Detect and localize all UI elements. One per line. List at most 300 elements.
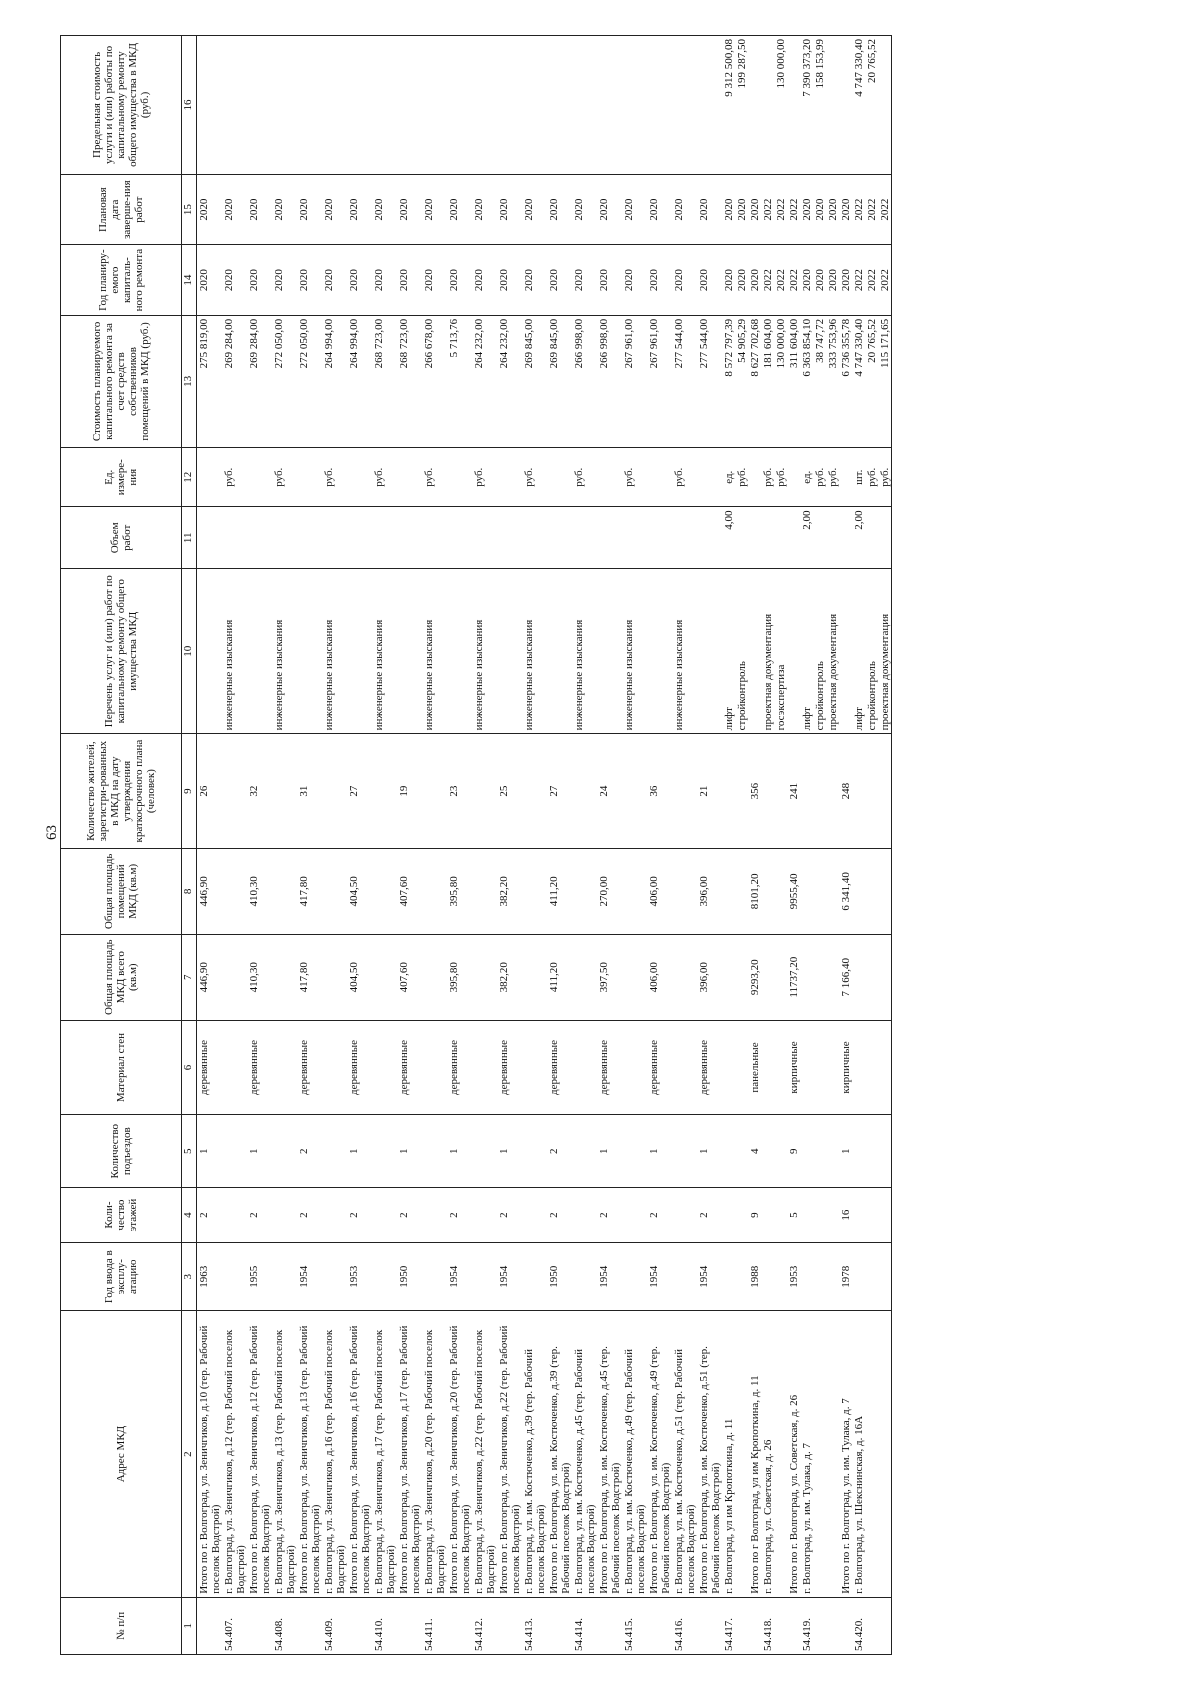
- table-cell: [774, 934, 787, 1020]
- table-cell: 1954: [597, 1243, 622, 1311]
- table-cell: 1954: [447, 1243, 472, 1311]
- table-cell: [735, 934, 748, 1020]
- table-cell: руб.: [813, 448, 826, 507]
- table-cell: 2022: [865, 245, 878, 315]
- table-cell: 2020: [622, 174, 647, 244]
- column-header: Предельная стоимость услуги и (или) работы по капитальному ремонту общего имущества в МКД (руб.): [61, 36, 182, 175]
- table-cell: [472, 1020, 497, 1115]
- table-cell: Итого по г. Волгоград, ул. им. Костюченко, д.39 (тер. Рабочий поселок Водстрой): [547, 1311, 572, 1597]
- table-cell: 2020: [347, 245, 372, 315]
- table-cell: [878, 36, 892, 175]
- table-cell: [322, 36, 347, 175]
- table-cell: 269 845,00: [547, 315, 572, 447]
- table-cell: Итого по г. Волгоград, ул. Зеничгиков, д.16 (тер. Рабочий поселок Водстрой): [347, 1311, 372, 1597]
- table-cell: 2020: [722, 174, 735, 244]
- table-cell: [572, 734, 597, 849]
- table-cell: 2020: [800, 174, 813, 244]
- column-header: Плановая дата заверше-ния работ: [61, 174, 182, 244]
- table-cell: [322, 1020, 347, 1115]
- table-cell: [852, 934, 865, 1020]
- table-cell: 397,50: [597, 934, 622, 1020]
- table-cell: 1: [447, 1115, 472, 1188]
- table-cell: [774, 507, 787, 569]
- table-cell: [622, 1243, 647, 1311]
- table-cell: 54.417.: [722, 1597, 735, 1654]
- table-cell: 2020: [247, 245, 272, 315]
- table-cell: 2020: [672, 174, 697, 244]
- table-cell: [839, 1597, 852, 1654]
- table-cell: проектная документация: [878, 569, 892, 734]
- table-cell: [497, 448, 522, 507]
- table-cell: 2020: [622, 245, 647, 315]
- table-row: [397, 36, 422, 1655]
- table-cell: 411,20: [547, 934, 572, 1020]
- table-cell: [672, 507, 697, 569]
- capital-repair-table: [60, 35, 892, 1655]
- table-cell: [447, 569, 472, 734]
- table-cell: 8 627 702,68: [748, 315, 761, 447]
- table-cell: [852, 1115, 865, 1188]
- table-cell: [347, 569, 372, 734]
- table-cell: 264 994,00: [347, 315, 372, 447]
- table-cell: [735, 1115, 748, 1188]
- table-cell: [272, 507, 297, 569]
- table-cell: 446,90: [197, 848, 223, 934]
- table-cell: 54.414.: [572, 1597, 597, 1654]
- table-cell: [748, 507, 761, 569]
- table-cell: 1: [697, 1115, 722, 1188]
- table-cell: [497, 569, 522, 734]
- table-cell: 2020: [497, 245, 522, 315]
- table-cell: [272, 1020, 297, 1115]
- table-cell: Итого по г. Волгоград, ул. Советская, д. 26: [787, 1311, 800, 1597]
- table-cell: 269 284,00: [247, 315, 272, 447]
- table-row: [672, 36, 697, 1655]
- table-cell: [787, 448, 800, 507]
- table-cell: 2020: [800, 245, 813, 315]
- table-cell: 2022: [852, 174, 865, 244]
- table-cell: 266 678,00: [422, 315, 447, 447]
- column-number: 16: [182, 36, 197, 175]
- table-cell: [697, 507, 722, 569]
- table-cell: 411,20: [547, 848, 572, 934]
- table-cell: 2020: [297, 245, 322, 315]
- table-cell: 264 232,00: [472, 315, 497, 447]
- table-cell: [865, 507, 878, 569]
- table-cell: 9293,20: [748, 934, 761, 1020]
- table-cell: 2020: [447, 245, 472, 315]
- table-cell: Итого по г. Волгоград, ул. им. Костюченко, д.45 (тер. Рабочий поселок Водстрой): [597, 1311, 622, 1597]
- table-cell: 2020: [697, 245, 722, 315]
- table-cell: [647, 569, 672, 734]
- table-cell: 268 723,00: [372, 315, 397, 447]
- table-cell: [197, 448, 223, 507]
- table-cell: [297, 36, 322, 175]
- table-row: [297, 36, 322, 1655]
- table-cell: [722, 734, 735, 849]
- table-cell: 2020: [197, 174, 223, 244]
- table-cell: [372, 36, 397, 175]
- table-cell: 9: [748, 1188, 761, 1243]
- table-cell: г. Волгоград, ул. Шекснинская, д. 16А: [852, 1311, 865, 1597]
- table-cell: ед.: [800, 448, 813, 507]
- table-cell: 5: [787, 1188, 800, 1243]
- table-cell: [735, 1020, 748, 1115]
- table-cell: [372, 507, 397, 569]
- column-header: Количество жителей, зарегистри-рованных в МКД на дату утверждения краткосрочного плана (человек): [61, 734, 182, 849]
- table-cell: г. Волгоград, ул. Зеничгиков, д.17 (тер. Рабочий поселок Водстрой): [372, 1311, 397, 1597]
- table-cell: 1953: [347, 1243, 372, 1311]
- table-cell: [865, 1020, 878, 1115]
- table-cell: [865, 934, 878, 1020]
- table-cell: [622, 1020, 647, 1115]
- table-cell: 382,20: [497, 848, 522, 934]
- table-cell: [800, 934, 813, 1020]
- table-row: [322, 36, 347, 1655]
- table-row: [247, 36, 272, 1655]
- table-cell: 241: [787, 734, 800, 849]
- table-cell: [597, 507, 622, 569]
- table-cell: 54.419.: [800, 1597, 813, 1654]
- table-cell: 2020: [372, 174, 397, 244]
- table-cell: 2020: [813, 245, 826, 315]
- table-cell: [322, 507, 347, 569]
- column-header: Ед. измере-ния: [61, 448, 182, 507]
- table-cell: [622, 734, 647, 849]
- table-cell: 6 341,40: [839, 848, 852, 934]
- table-cell: [197, 36, 223, 175]
- table-cell: 54.415.: [622, 1597, 647, 1654]
- table-row: [800, 36, 813, 1655]
- table-cell: 2020: [397, 174, 422, 244]
- table-cell: [697, 448, 722, 507]
- table-cell: 2020: [597, 245, 622, 315]
- table-cell: [522, 1020, 547, 1115]
- table-cell: 446,90: [197, 934, 223, 1020]
- table-cell: 16: [839, 1188, 852, 1243]
- table-cell: [422, 1115, 447, 1188]
- table-cell: Итого по г. Волгоград, ул. им. Костюченко, д.51 (тер. Рабочий поселок Водстрой): [697, 1311, 722, 1597]
- table-cell: 269 284,00: [222, 315, 247, 447]
- table-cell: [522, 734, 547, 849]
- table-cell: 2020: [372, 245, 397, 315]
- table-cell: [800, 1243, 813, 1311]
- column-header: Общая площадь МКД всего (кв.м): [61, 934, 182, 1020]
- table-cell: 277 544,00: [697, 315, 722, 447]
- table-cell: [826, 734, 839, 849]
- table-cell: [761, 934, 774, 1020]
- table-cell: 2020: [839, 174, 852, 244]
- table-cell: 1950: [547, 1243, 572, 1311]
- table-cell: 2,00: [800, 507, 813, 569]
- table-cell: 32: [247, 734, 272, 849]
- table-cell: деревянные: [297, 1020, 322, 1115]
- table-cell: [813, 1243, 826, 1311]
- table-cell: 2020: [472, 174, 497, 244]
- table-cell: [572, 1188, 597, 1243]
- table-cell: 2020: [447, 174, 472, 244]
- table-cell: [722, 848, 735, 934]
- table-cell: 2020: [522, 174, 547, 244]
- table-row: [622, 36, 647, 1655]
- table-cell: стройконтроль: [813, 569, 826, 734]
- table-cell: [447, 448, 472, 507]
- table-cell: 199 287,50: [735, 36, 748, 175]
- table-row: [697, 36, 722, 1655]
- table-cell: 264 994,00: [322, 315, 347, 447]
- table-cell: [222, 1188, 247, 1243]
- table-cell: 130 000,00: [774, 36, 787, 175]
- table-cell: 1: [839, 1115, 852, 1188]
- table-cell: [800, 848, 813, 934]
- column-header: Материал стен: [61, 1020, 182, 1115]
- table-cell: [322, 1115, 347, 1188]
- table-cell: 333 753,96: [826, 315, 839, 447]
- table-cell: [247, 569, 272, 734]
- column-number: 2: [182, 1311, 197, 1597]
- table-cell: г. Волгоград, ул. Зеничгиков, д.22 (тер. Рабочий поселок Водстрой): [472, 1311, 497, 1597]
- table-cell: 2022: [761, 245, 774, 315]
- table-cell: [852, 1020, 865, 1115]
- table-cell: руб.: [672, 448, 697, 507]
- table-cell: [787, 507, 800, 569]
- table-cell: 266 998,00: [572, 315, 597, 447]
- table-cell: [572, 507, 597, 569]
- table-cell: г. Волгоград, ул. Зеничгиков, д.20 (тер. Рабочий поселок Водстрой): [422, 1311, 447, 1597]
- table-cell: [813, 934, 826, 1020]
- table-cell: [322, 934, 347, 1020]
- table-cell: 54.407.: [222, 1597, 247, 1654]
- table-cell: [813, 507, 826, 569]
- table-cell: 2: [247, 1188, 272, 1243]
- table-cell: Итого по г. Волгоград, ул. им. Костюченко, д.49 (тер. Рабочий поселок Водстрой): [647, 1311, 672, 1597]
- table-cell: 1954: [647, 1243, 672, 1311]
- column-header: Год ввода в эксплу-атацию: [61, 1243, 182, 1311]
- table-cell: [748, 36, 761, 175]
- table-cell: [397, 448, 422, 507]
- table-row: [722, 36, 735, 1655]
- table-cell: [748, 448, 761, 507]
- table-cell: [865, 848, 878, 934]
- table-cell: 2020: [748, 245, 761, 315]
- table-cell: [472, 1243, 497, 1311]
- column-header: Коли-чество этажей: [61, 1188, 182, 1243]
- table-cell: 26: [197, 734, 223, 849]
- table-cell: 2020: [597, 174, 622, 244]
- table-cell: 410,30: [247, 848, 272, 934]
- table-cell: [839, 569, 852, 734]
- table-cell: руб.: [735, 448, 748, 507]
- table-cell: руб.: [422, 448, 447, 507]
- table-cell: [272, 1243, 297, 1311]
- table-cell: инженерные изыскания: [222, 569, 247, 734]
- table-cell: 2020: [735, 245, 748, 315]
- table-cell: [852, 734, 865, 849]
- table-cell: 2022: [774, 245, 787, 315]
- table-cell: г. Волгоград, ул. им. Тулака, д. 7: [800, 1311, 813, 1597]
- table-cell: [761, 1188, 774, 1243]
- table-cell: [826, 36, 839, 175]
- table-cell: инженерные изыскания: [422, 569, 447, 734]
- table-cell: кирпичные: [839, 1020, 852, 1115]
- table-cell: 266 998,00: [597, 315, 622, 447]
- table-cell: [572, 36, 597, 175]
- table-cell: [397, 569, 422, 734]
- table-row: [826, 36, 839, 1655]
- table-cell: кирпичные: [787, 1020, 800, 1115]
- table-cell: [322, 1188, 347, 1243]
- table-cell: [865, 1311, 878, 1597]
- table-cell: руб.: [472, 448, 497, 507]
- table-cell: 248: [839, 734, 852, 849]
- table-cell: [397, 1597, 422, 1654]
- table-cell: 2020: [322, 245, 347, 315]
- table-cell: г. Волгоград, ул. им. Костюченко, д.49 (тер. Рабочий поселок Водстрой): [622, 1311, 647, 1597]
- table-cell: [865, 1597, 878, 1654]
- table-cell: 2020: [472, 245, 497, 315]
- table-cell: [672, 1020, 697, 1115]
- table-cell: 417,80: [297, 934, 322, 1020]
- table-cell: [826, 1597, 839, 1654]
- table-cell: г. Волгоград, ул. Советская, д. 26: [761, 1311, 774, 1597]
- table-cell: 2: [547, 1115, 572, 1188]
- table-cell: [422, 934, 447, 1020]
- table-cell: 1: [197, 1115, 223, 1188]
- table-cell: [672, 934, 697, 1020]
- table-cell: 2020: [547, 174, 572, 244]
- table-cell: 404,50: [347, 848, 372, 934]
- table-cell: [572, 848, 597, 934]
- table-cell: 27: [347, 734, 372, 849]
- table-cell: [865, 1115, 878, 1188]
- table-cell: 2020: [397, 245, 422, 315]
- table-cell: 36: [647, 734, 672, 849]
- table-cell: проектная документация: [761, 569, 774, 734]
- table-cell: [622, 507, 647, 569]
- table-cell: [572, 1020, 597, 1115]
- column-number: 10: [182, 569, 197, 734]
- table-cell: госэкспертиза: [774, 569, 787, 734]
- table-cell: [826, 1243, 839, 1311]
- table-cell: деревянные: [547, 1020, 572, 1115]
- column-header: Год планиру-емого капиталь-ного ремонта: [61, 245, 182, 315]
- table-body: [197, 36, 892, 1655]
- table-cell: [672, 36, 697, 175]
- column-header: Адрес МКД: [61, 1311, 182, 1597]
- table-cell: 2: [197, 1188, 223, 1243]
- table-cell: [735, 1597, 748, 1654]
- table-cell: [597, 569, 622, 734]
- table-cell: 54.408.: [272, 1597, 297, 1654]
- table-cell: [197, 569, 223, 734]
- table-cell: [372, 934, 397, 1020]
- table-cell: 54.416.: [672, 1597, 697, 1654]
- table-cell: [222, 1115, 247, 1188]
- column-header: № п/п: [61, 1597, 182, 1654]
- table-cell: 2020: [647, 245, 672, 315]
- table-cell: 24: [597, 734, 622, 849]
- table-cell: [672, 734, 697, 849]
- table-cell: [826, 934, 839, 1020]
- table-cell: [547, 1597, 572, 1654]
- table-cell: 406,00: [647, 934, 672, 1020]
- table-row: [572, 36, 597, 1655]
- table-cell: [622, 1188, 647, 1243]
- table-cell: [647, 1597, 672, 1654]
- table-cell: [878, 1597, 892, 1654]
- table-cell: 2020: [826, 174, 839, 244]
- table-cell: г. Волгоград, ул. Зеничгиков, д.13 (тер. Рабочий поселок Водстрой): [272, 1311, 297, 1597]
- table-cell: 1963: [197, 1243, 223, 1311]
- table-cell: [722, 1115, 735, 1188]
- table-cell: 2020: [197, 245, 223, 315]
- table-cell: 410,30: [247, 934, 272, 1020]
- table-cell: инженерные изыскания: [672, 569, 697, 734]
- table-cell: [787, 36, 800, 175]
- table-cell: руб.: [878, 448, 892, 507]
- table-cell: 54.418.: [761, 1597, 774, 1654]
- table-cell: [497, 36, 522, 175]
- table-cell: 1953: [787, 1243, 800, 1311]
- table-row: [748, 36, 761, 1655]
- table-cell: 2020: [813, 174, 826, 244]
- table-cell: 2020: [839, 245, 852, 315]
- table-cell: г. Волгоград, ул. им. Костюченко, д.51 (тер. Рабочий поселок Водстрой): [672, 1311, 697, 1597]
- table-cell: [761, 36, 774, 175]
- table-cell: 2020: [672, 245, 697, 315]
- table-cell: [787, 569, 800, 734]
- table-cell: 2: [697, 1188, 722, 1243]
- table-cell: [372, 734, 397, 849]
- column-number: 13: [182, 315, 197, 447]
- column-number: 7: [182, 934, 197, 1020]
- column-number: 3: [182, 1243, 197, 1311]
- table-cell: г. Волгоград, ул. Зеничгиков, д.12 (тер. Рабочий поселок Водстрой): [222, 1311, 247, 1597]
- table-cell: [597, 448, 622, 507]
- table-cell: [735, 507, 748, 569]
- table-cell: Итого по г. Волгоград, ул. Зеничгиков, д.17 (тер. Рабочий поселок Водстрой): [397, 1311, 422, 1597]
- table-cell: 1: [497, 1115, 522, 1188]
- table-cell: [748, 569, 761, 734]
- table-cell: [547, 36, 572, 175]
- table-cell: 2: [647, 1188, 672, 1243]
- table-cell: [813, 1597, 826, 1654]
- table-cell: [347, 36, 372, 175]
- table-cell: [422, 1243, 447, 1311]
- table-cell: 2020: [547, 245, 572, 315]
- table-cell: 395,80: [447, 934, 472, 1020]
- table-cell: [222, 36, 247, 175]
- table-cell: 8 572 797,39: [722, 315, 735, 447]
- table-row: [735, 36, 748, 1655]
- table-cell: 1978: [839, 1243, 852, 1311]
- table-cell: руб.: [372, 448, 397, 507]
- table-cell: [878, 1243, 892, 1311]
- table-row: [422, 36, 447, 1655]
- column-header: Объем работ: [61, 507, 182, 569]
- table-cell: [372, 1115, 397, 1188]
- table-cell: [761, 734, 774, 849]
- table-cell: инженерные изыскания: [272, 569, 297, 734]
- table-cell: [372, 1020, 397, 1115]
- table-cell: [774, 734, 787, 849]
- table-cell: [813, 1188, 826, 1243]
- table-cell: [547, 507, 572, 569]
- table-cell: 275 819,00: [197, 315, 223, 447]
- table-cell: [735, 734, 748, 849]
- table-cell: 2020: [422, 245, 447, 315]
- table-cell: [865, 734, 878, 849]
